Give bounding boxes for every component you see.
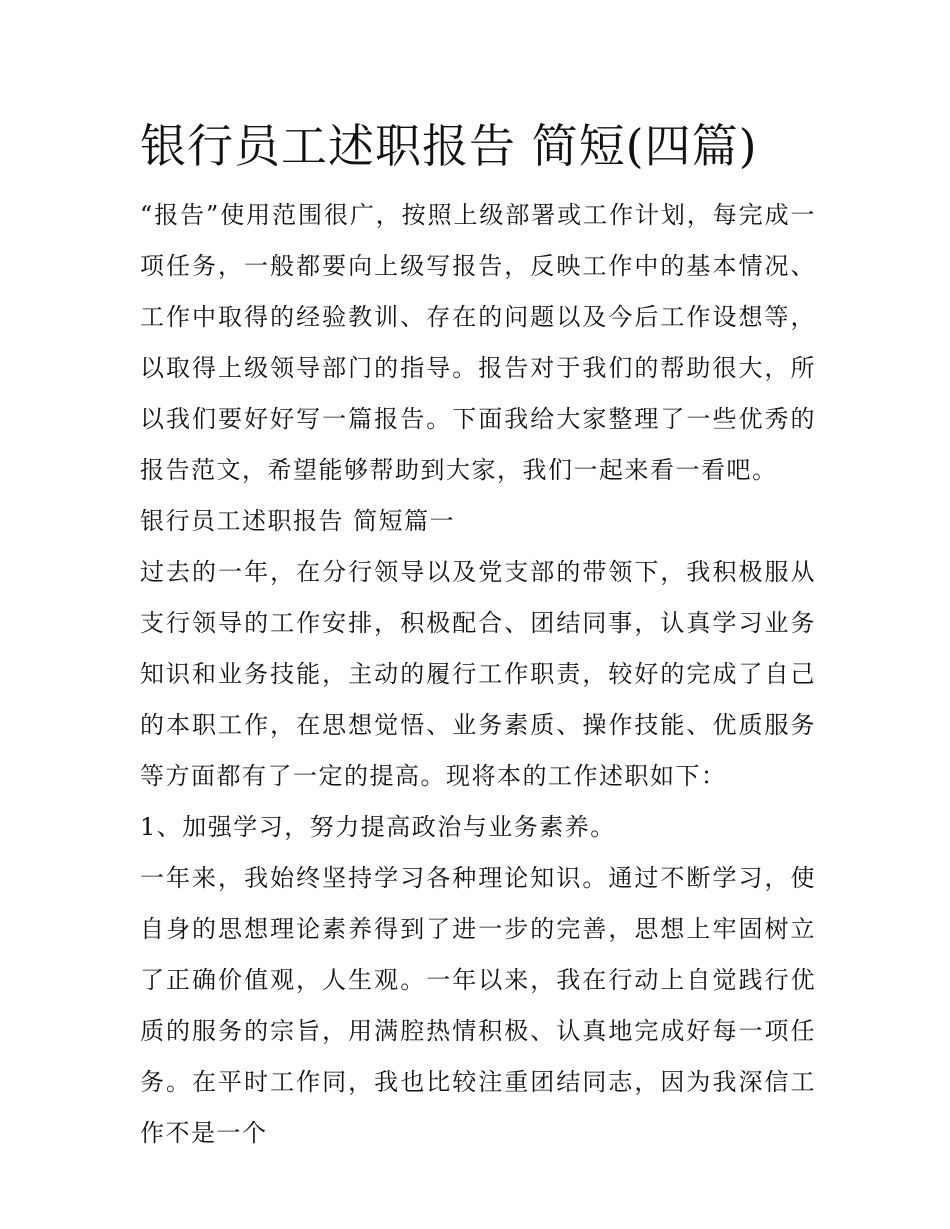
intro-paragraph: “报告”使用范围很广，按照上级部署或工作计划，每完成一项任务，一般都要向上级写报告，反映工作中的基本情况、工作中取得的经验教训、存在的问题以及今后工作设想等，以取得上级领导部门的指导。报告对于我们的帮助很大，所以我们要好好写一篇报告。下面我给大家整理了一些优秀的报告范文，希望能够帮助到大家，我们一起来看一看吧。: [140, 201, 816, 484]
section-paragraph: 过去的一年，在分行领导以及党支部的带领下，我积极服从支行领导的工作安排，积极配合、团结同事，认真学习业务知识和业务技能，主动的履行工作职责，较好的完成了自己的本职工作，在思想觉悟、业务素质、操作技能、优质服务等方面都有了一定的提高。现将本的工作述职如下：: [140, 558, 816, 790]
document-title: 银行员工述职报告 简短(四篇): [140, 119, 758, 173]
document-body: [140, 190, 816, 1159]
point-heading: 1、加强学习，努力提高政治与业务素养。: [140, 813, 616, 841]
point-paragraph: 一年来，我始终坚持学习各种理论知识。通过不断学习，使自身的思想理论素养得到了进一步的完善，思想上牢固树立了正确价值观，人生观。一年以来，我在行动上自觉践行优质的服务的宗旨，用满腔热情积极、认真地完成好每一项任务。在平时工作同，我也比较注重团结同志，因为我深信工作不是一个: [140, 864, 816, 1147]
section-heading: 银行员工述职报告 简短篇一: [140, 507, 456, 535]
